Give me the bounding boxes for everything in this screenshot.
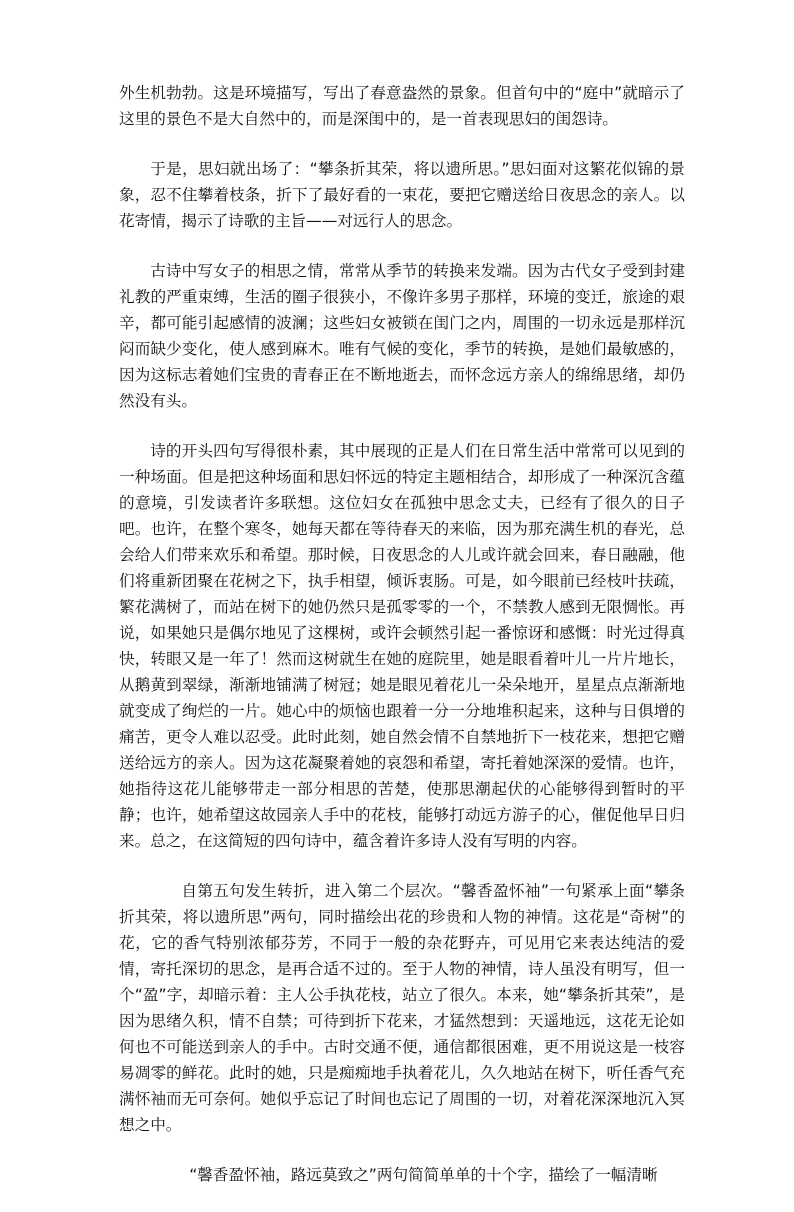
paragraph-1: 外生机勃勃。这是环境描写，写出了春意盎然的景象。但首句中的“庭中”就暗示了这里的景色不是大自然中的，而是深闺中的，是一首表现思妇的闺怨诗。 [119, 84, 685, 128]
paragraph-2: 于是，思妇就出场了：“攀条折其荣，将以遗所思。”思妇面对这繁花似锦的景象，忍不住攀着枝条，折下了最好看的一束花，要把它赠送给日夜思念的亲人。以花寄情，揭示了诗歌的主旨——对远行人的思念。 [119, 160, 685, 230]
paragraph-5: 自第五句发生转折，进入第二个层次。“馨香盈怀袖”一句紧承上面“攀条折其荣，将以遗所思”两句，同时描绘出花的珍贵和人物的神情。这花是“奇树”的花，它的香气特别浓郁芬芳，不同于一般的杂花野卉，可见用它来表达纯洁的爱情，寄托深切的思念，是再合适不过的。至于人物的神情，诗人虽没有明写，但一个“盈”字，却暗示着：主人公手执花枝，站立了很久。本来，她“攀条折其荣”，是因为思绪久积，情不自禁；可待到折下花来，才猛然想到：天遥地远，这花无论如何也不可能送到亲人的手中。古时交通不便，通信都很困难，更不用说这是一枝容易凋零的鲜花。此时的她，只是痴痴地手执着花儿，久久地站在树下，听任香气充满怀袖而无可奈何。她似乎忘记了时间也忘记了周围的一切，对着花深深地沉入冥想之中。 [119, 882, 685, 1134]
paragraph-6: “馨香盈怀袖，路远莫致之”两句简简单单的十个字，描绘了一幅清晰 [189, 1166, 658, 1184]
document-page [119, 80, 685, 1212]
paragraph-3: 古诗中写女子的相思之情，常常从季节的转换来发端。因为古代女子受到封建礼教的严重束缚，生活的圈子很狭小，不像许多男子那样，环境的变迁，旅途的艰辛，都可能引起感情的波澜；这些妇女被锁在闺门之内，周围的一切永远是那样沉闷而缺少变化，使人感到麻木。唯有气候的变化，季节的转换，是她们最敏感的，因为这标志着她们宝贵的青春正在不断地逝去，而怀念远方亲人的绵绵思绪，却仍然没有头。 [119, 262, 685, 410]
paragraph-4: 诗的开头四句写得很朴素，其中展现的正是人们在日常生活中常常可以见到的一种场面。但是把这种场面和思妇怀远的特定主题相结合，却形成了一种深沉含蕴的意境，引发读者许多联想。这位妇女在孤独中思念丈夫，已经有了很久的日子吧。也许，在整个寒冬，她每天都在等待春天的来临，因为那充满生机的春光，总会给人们带来欢乐和希望。那时候，日夜思念的人儿或许就会回来，春日融融，他们将重新团聚在花树之下，执手相望，倾诉衷肠。可是，如今眼前已经枝叶扶疏，繁花满树了，而站在树下的她仍然只是孤零零的一个，不禁教人感到无限惆怅。再说，如果她只是偶尔地见了这棵树，或许会顿然引起一番惊讶和感慨：时光过得真快，转眼又是一年了！然而这树就生在她的庭院里，她是眼看着叶儿一片片地长，从鹅黄到翠绿，渐渐地铺满了树冠；她是眼见着花儿一朵朵地开，星星点点渐渐地就变成了绚烂的一片。她心中的烦恼也跟着一分一分地堆积起来，这种与日俱增的痛苦，更令人难以忍受。此时此刻，她自然会情不自禁地折下一枝花来，想把它赠送给远方的亲人。因为这花凝聚着她的哀怨和希望，寄托着她深深的爱情。也许，她指待这花儿能够带走一部分相思的苦楚，使那思潮起伏的心能够得到暂时的平静；也许，她希望这故园亲人手中的花枝，能够打动远方游子的心，催促他早日归来。总之，在这简短的四句诗中，蕴含着许多诗人没有写明的内容。 [119, 442, 685, 850]
